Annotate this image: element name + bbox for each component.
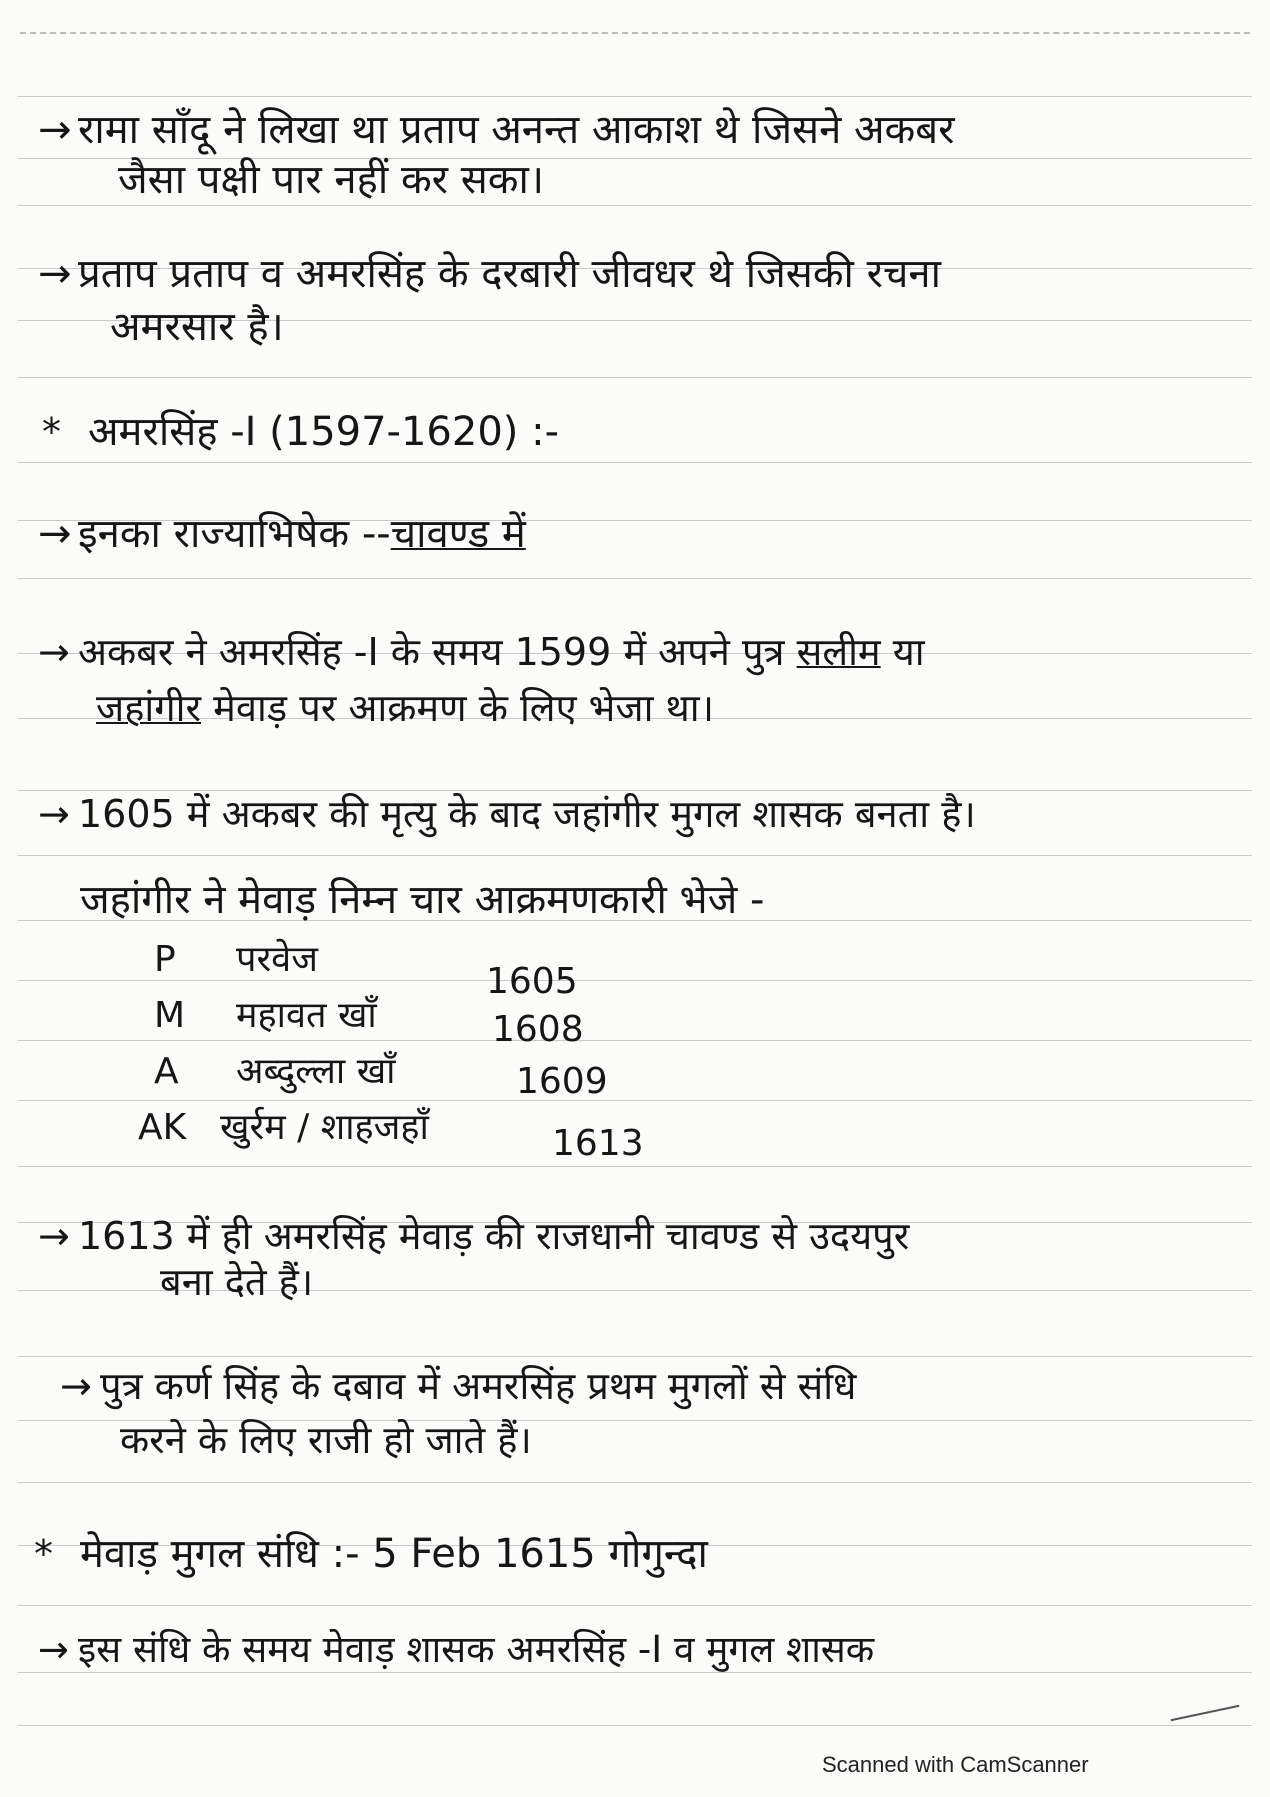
note-text: पुत्र कर्ण सिंह के दबाव में अमरसिंह प्रथम मुगलों से संधि [100, 1364, 857, 1408]
invader-year: 1605 [486, 961, 578, 1002]
invader-name: परवेज [236, 939, 318, 980]
underlined-place: चावण्ड में [390, 511, 526, 557]
note-text: 1605 में अकबर की मृत्यु के बाद जहांगीर मुगल शासक बनता है। [78, 792, 976, 836]
arrow-icon: → [38, 1628, 70, 1671]
arrow-icon: → [38, 107, 72, 153]
note-text: 1613 में ही अमरसिंह मेवाड़ की राजधानी चावण्ड से उदयपुर [78, 1214, 910, 1258]
ruled-line [18, 578, 1252, 579]
arrow-icon: → [38, 251, 72, 297]
ruled-line [18, 1356, 1252, 1357]
note-text: रामा साँदू ने लिखा था प्रताप अनन्त आकाश थे जिसने अकबर [78, 107, 955, 153]
mnemonic-letter: A [154, 1051, 179, 1092]
mnemonic-letter: M [154, 995, 186, 1036]
ruled-line [18, 1725, 1252, 1726]
page-top-edge [20, 32, 1250, 34]
underlined-name-jahangir: जहांगीर [96, 686, 201, 730]
note-text: इनका राज्याभिषेक -- [78, 511, 391, 557]
arrow-icon: → [38, 1214, 70, 1258]
section-heading-treaty [34, 1532, 708, 1576]
invader-row [154, 1052, 496, 1092]
invader-row [154, 940, 496, 980]
arrow-icon: → [60, 1364, 92, 1408]
ruled-line [18, 1672, 1252, 1673]
note-text: प्रताप प्रताप व अमरसिंह के दरबारी जीवधर थे जिसकी रचना [78, 251, 941, 297]
note-line-6: जहांगीर ने मेवाड़ निम्न चार आक्रमणकारी भेजे - [80, 877, 765, 923]
note-line-4a [38, 630, 925, 674]
section-heading-amar-singh [42, 410, 559, 454]
ruled-line [18, 1040, 1252, 1041]
page-edge-mark [1171, 1705, 1240, 1722]
ruled-line [18, 462, 1252, 463]
ruled-line [18, 1100, 1252, 1101]
note-line-2b: अमरसार है। [110, 304, 284, 350]
invader-year: 1609 [516, 1061, 608, 1102]
invader-row [154, 996, 496, 1036]
mnemonic-letter: P [154, 939, 176, 980]
ruled-line [18, 377, 1252, 378]
invader-name: अब्दुल्ला खाँ [236, 1051, 396, 1092]
ruled-line [18, 96, 1252, 97]
note-line-3 [38, 512, 526, 556]
ruled-line [18, 205, 1252, 206]
invader-row [138, 1108, 480, 1148]
ruled-line [18, 980, 1252, 981]
note-text: इस संधि के समय मेवाड़ शासक अमरसिंह -I व मुगल शासक [78, 1628, 875, 1671]
note-text: मेवाड़ पर आक्रमण के लिए भेजा था। [213, 686, 715, 730]
note-line-8b: करने के लिए राजी हो जाते हैं। [120, 1418, 532, 1462]
invader-name: महावत खाँ [236, 995, 377, 1036]
star-bullet-icon: * [42, 410, 61, 454]
invader-year: 1613 [552, 1123, 644, 1164]
ruled-line [18, 790, 1252, 791]
note-text: अकबर ने अमरसिंह -I के समय 1599 में अपने पुत्र [78, 630, 785, 674]
note-line-5 [38, 792, 976, 836]
ruled-line [18, 1605, 1252, 1606]
invader-name: खुर्रम / शाहजहाँ [220, 1107, 429, 1148]
arrow-icon: → [38, 792, 70, 836]
note-line-2a [38, 252, 941, 296]
star-bullet-icon: * [34, 1532, 53, 1576]
ruled-line [18, 855, 1252, 856]
note-line-7b: बना देते हैं। [160, 1260, 314, 1304]
heading-text: अमरसिंह -I (1597-1620) :- [88, 409, 560, 455]
scanner-watermark: Scanned with CamScanner [822, 1752, 1089, 1777]
note-line-9 [38, 1628, 874, 1672]
heading-text: मेवाड़ मुगल संधि :- 5 Feb 1615 गोगुन्दा [80, 1531, 708, 1577]
note-text: या [892, 630, 925, 674]
note-line-8a [60, 1364, 856, 1408]
note-line-1a [38, 108, 954, 152]
arrow-icon: → [38, 630, 70, 674]
ruled-line [18, 1166, 1252, 1167]
arrow-icon: → [38, 511, 72, 557]
invader-year: 1608 [492, 1009, 584, 1050]
underlined-name-salim: सलीम [796, 630, 881, 674]
ruled-line [18, 1482, 1252, 1483]
note-line-7a [38, 1214, 909, 1258]
note-line-4b [96, 686, 714, 730]
note-line-1b: जैसा पक्षी पार नहीं कर सका। [118, 157, 545, 203]
mnemonic-letter: AK [138, 1107, 187, 1148]
